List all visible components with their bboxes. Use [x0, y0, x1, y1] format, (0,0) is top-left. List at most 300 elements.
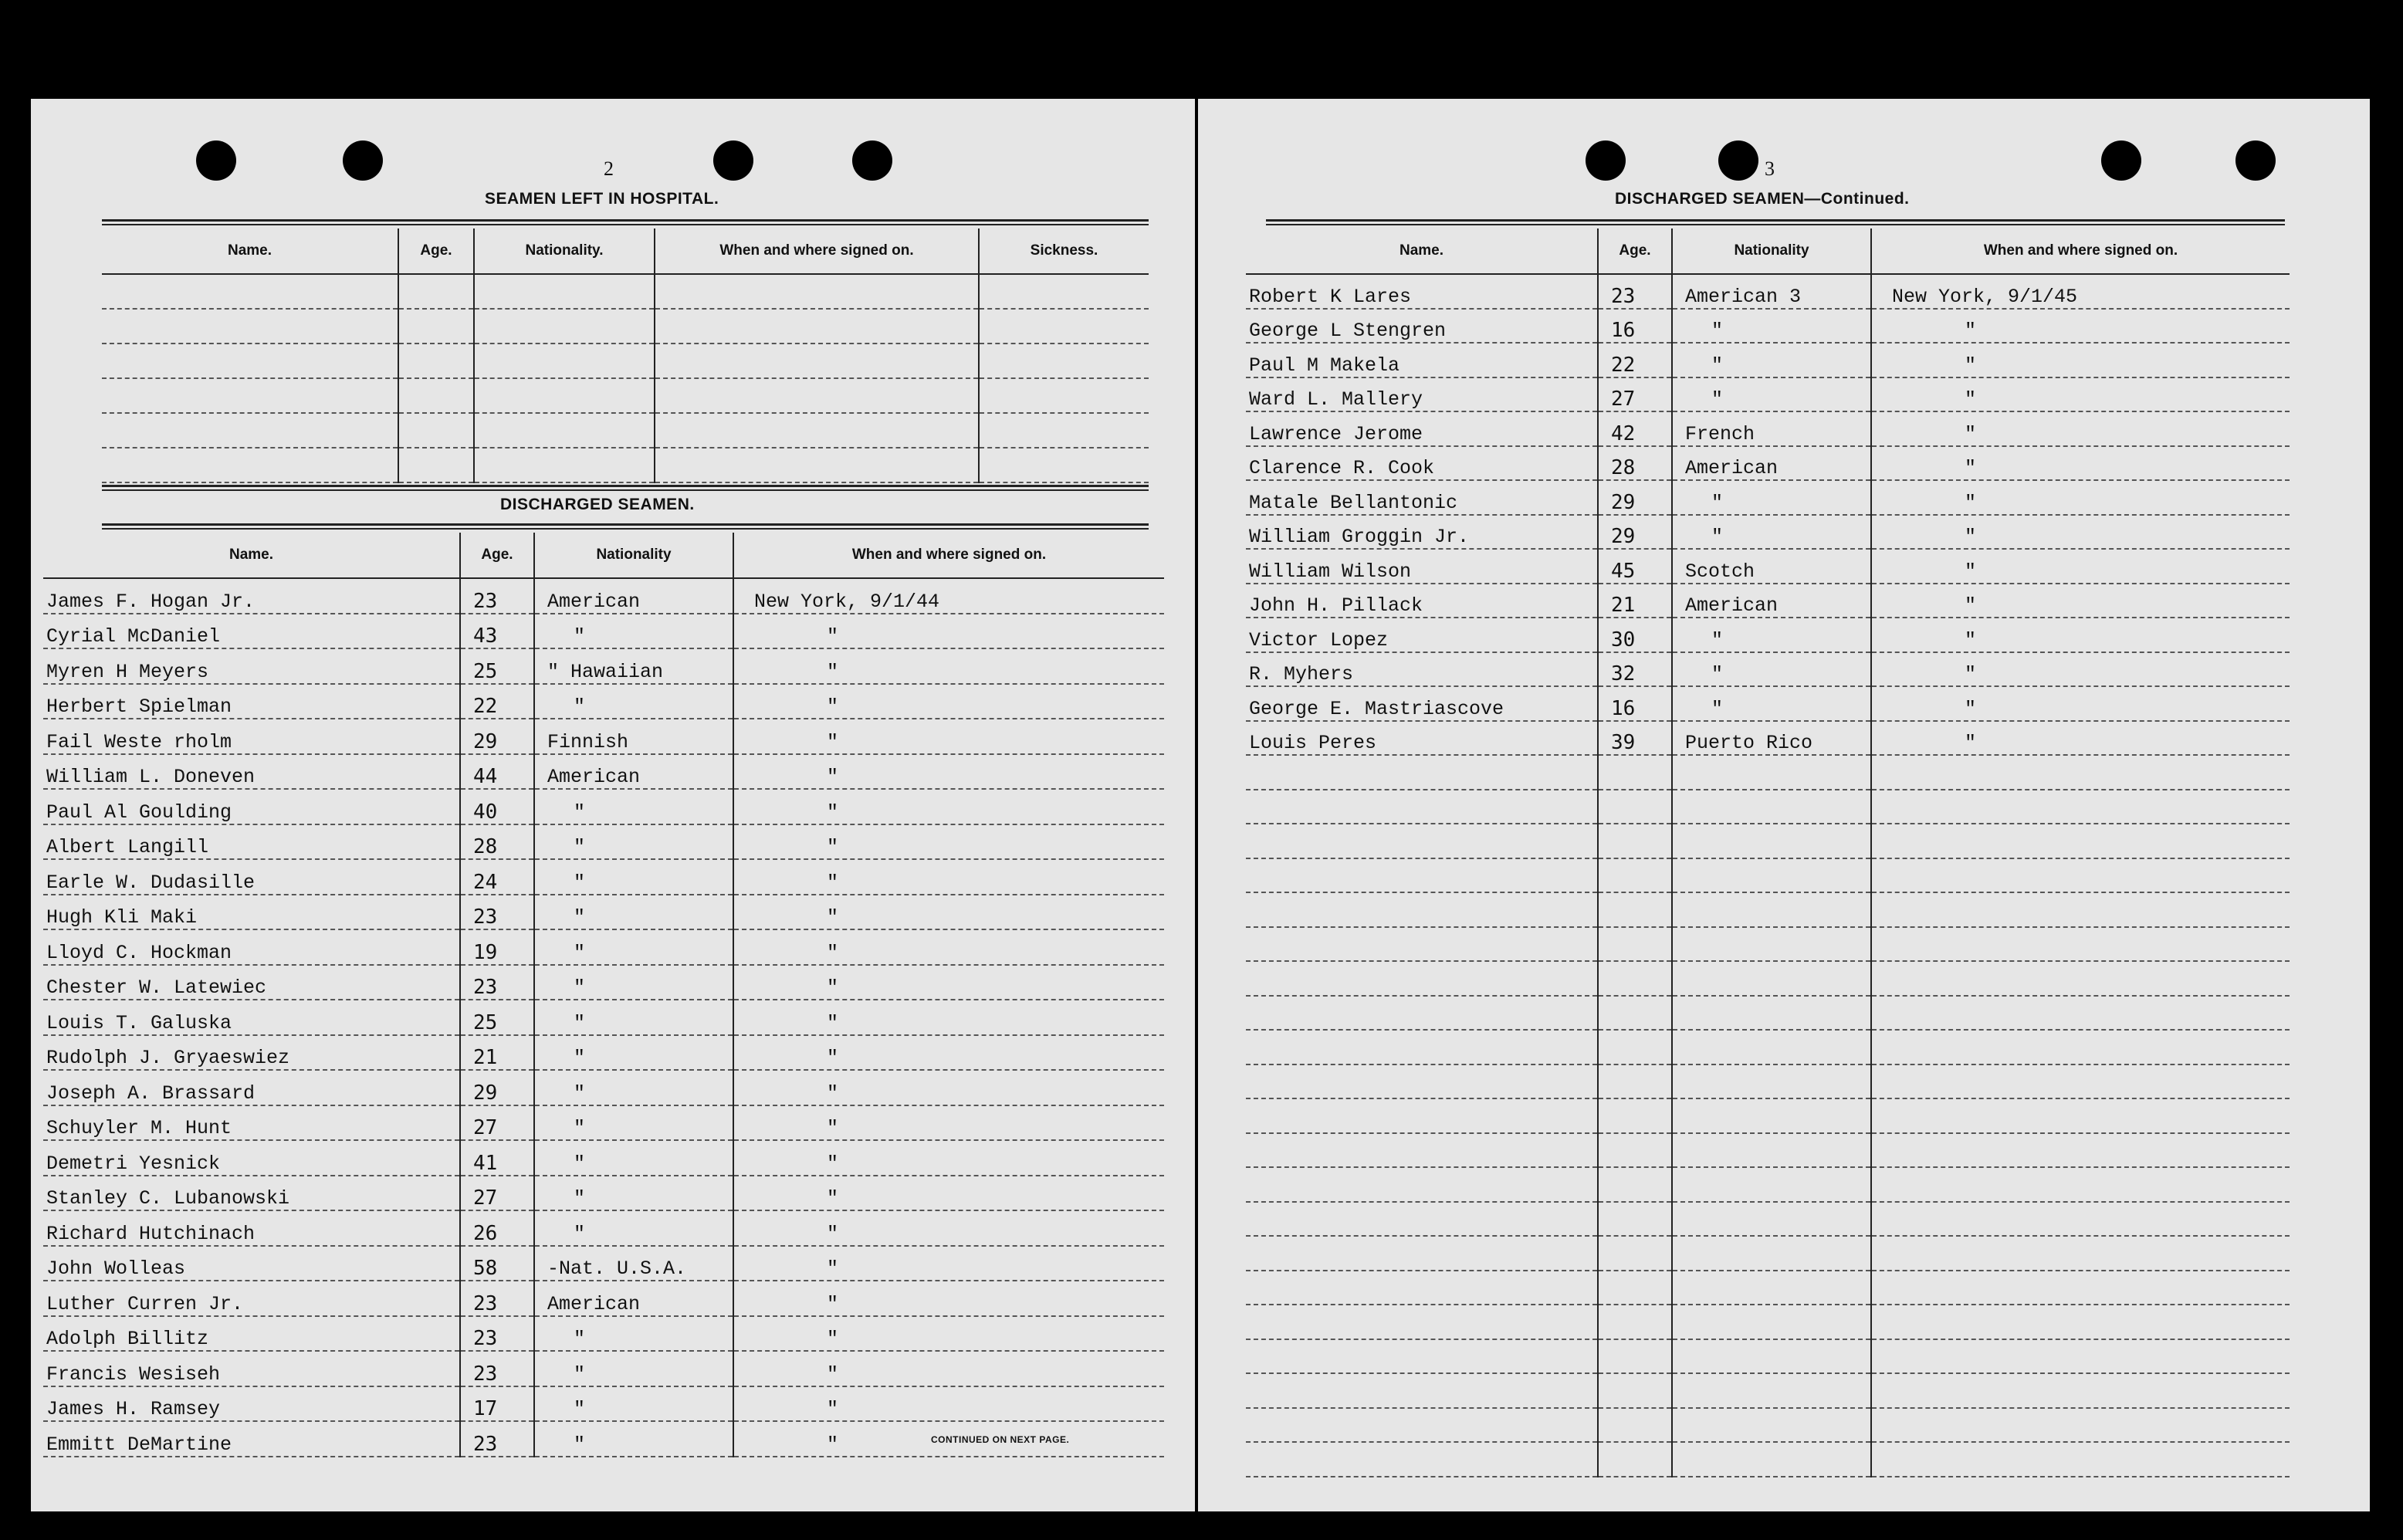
table-row [1246, 377, 2290, 412]
cell-nationality [1672, 1064, 1871, 1099]
punch-hole [2101, 140, 2141, 181]
cell-age: 28 [460, 824, 534, 860]
header-signed-on: When and where signed on. [733, 533, 1164, 578]
cell-nationality [1672, 1133, 1871, 1168]
cell-nationality: " [534, 614, 733, 649]
cell-age [1598, 892, 1672, 927]
punch-hole [2235, 140, 2276, 181]
cell-age: 23 [460, 965, 534, 1000]
cell-signed: " [1871, 652, 2290, 687]
cell-signed [1871, 1133, 2290, 1168]
table-row [1246, 343, 2290, 377]
cell-age [398, 448, 474, 482]
cell-signed: " [733, 754, 1164, 790]
cell-name: John H. Pillack [1246, 584, 1598, 618]
cell-signed: " [733, 1105, 1164, 1141]
cell-name: Lloyd C. Hockman [43, 929, 460, 965]
cell-age: 23 [460, 1421, 534, 1457]
cell-name: Albert Langill [43, 824, 460, 860]
header-age: Age. [460, 533, 534, 578]
blank-row [1246, 1305, 2290, 1339]
table-row [43, 1176, 1164, 1211]
cell-signed [1871, 790, 2290, 824]
cell-age [1598, 1305, 1672, 1339]
cell-age: 58 [460, 1246, 534, 1281]
cell-signed: " [733, 1316, 1164, 1352]
blank-row [1246, 1271, 2290, 1305]
cell-age: 25 [460, 1000, 534, 1035]
cell-signed [1871, 824, 2290, 858]
cell-nationality: " [534, 859, 733, 895]
cell-age: 22 [1598, 343, 1672, 377]
cell-nationality: " [534, 824, 733, 860]
cell-age: 23 [460, 895, 534, 930]
cell-age: 24 [460, 859, 534, 895]
table-row [1246, 411, 2290, 446]
cell-name [1246, 858, 1598, 893]
cell-nationality [1672, 1236, 1871, 1271]
cell-nationality [1672, 1442, 1871, 1477]
cell-age: 29 [1598, 480, 1672, 515]
cell-sickness [979, 344, 1149, 378]
blank-row [1246, 927, 2290, 962]
cell-name [102, 413, 398, 448]
cell-name: Rudolph J. Gryaeswiez [43, 1035, 460, 1071]
table-row [1246, 446, 2290, 481]
cell-age: 42 [1598, 411, 1672, 446]
cell-age [1598, 1064, 1672, 1099]
cell-nationality [1672, 892, 1871, 927]
cell-nationality [1672, 755, 1871, 790]
cell-name: Hugh Kli Maki [43, 895, 460, 930]
cell-age: 26 [460, 1210, 534, 1246]
cell-nationality: American [534, 578, 733, 614]
cell-nationality: American [1672, 584, 1871, 618]
cell-nationality [1672, 858, 1871, 893]
cell-signed: " [1871, 515, 2290, 550]
cell-age [1598, 858, 1672, 893]
cell-signed: " [1871, 309, 2290, 344]
cell-name [1246, 1133, 1598, 1168]
cell-signed [1871, 1271, 2290, 1305]
punch-hole [1586, 140, 1626, 181]
blank-row [1246, 1064, 2290, 1099]
cell-nationality [474, 274, 655, 309]
table-row [43, 684, 1164, 719]
table-row [1246, 274, 2290, 309]
blank-row [102, 274, 1149, 309]
cell-age [398, 378, 474, 413]
cell-age: 16 [1598, 686, 1672, 721]
cell-name: Richard Hutchinach [43, 1210, 460, 1246]
cell-nationality [1672, 1167, 1871, 1202]
cell-signed [655, 448, 979, 482]
cell-age [1598, 1373, 1672, 1408]
cell-age [1598, 1030, 1672, 1064]
cell-signed [1871, 858, 2290, 893]
cell-signed: " [1871, 549, 2290, 584]
cell-signed: " [733, 965, 1164, 1000]
cell-age: 27 [460, 1176, 534, 1211]
cell-nationality: American [534, 1281, 733, 1316]
cell-name [1246, 790, 1598, 824]
cell-age: 30 [1598, 618, 1672, 652]
cell-signed: " [733, 1386, 1164, 1422]
cell-name: Lawrence Jerome [1246, 411, 1598, 446]
cell-age: 25 [460, 648, 534, 684]
discharged-section-title: DISCHARGED SEAMEN. [500, 496, 695, 513]
double-rule [102, 523, 1149, 530]
blank-row [102, 413, 1149, 448]
blank-row [1246, 1373, 2290, 1408]
cell-nationality: " [1672, 618, 1871, 652]
cell-signed: " [1871, 343, 2290, 377]
table-row [43, 1070, 1164, 1105]
cell-age [1598, 755, 1672, 790]
cell-signed: " [733, 1140, 1164, 1176]
table-row [1246, 584, 2290, 618]
cell-age [1598, 1408, 1672, 1443]
cell-name [102, 309, 398, 344]
cell-age [1598, 927, 1672, 962]
cell-nationality: " [1672, 652, 1871, 687]
cell-signed: " [733, 1070, 1164, 1105]
cell-name [1246, 961, 1598, 996]
table-row [43, 1281, 1164, 1316]
cell-signed [1871, 1236, 2290, 1271]
cell-signed: " [733, 1035, 1164, 1071]
cell-age: 27 [1598, 377, 1672, 412]
table-row [43, 578, 1164, 614]
cell-nationality: American [1672, 446, 1871, 481]
cell-nationality: -Nat. U.S.A. [534, 1246, 733, 1281]
cell-signed: " [733, 1000, 1164, 1035]
table-row [1246, 515, 2290, 550]
cell-nationality [1672, 1339, 1871, 1374]
cell-name: Ward L. Mallery [1246, 377, 1598, 412]
cell-signed [1871, 1098, 2290, 1133]
cell-nationality: " [534, 1210, 733, 1246]
continued-note: CONTINUED ON NEXT PAGE. [931, 1434, 1070, 1445]
cell-name: Paul M Makela [1246, 343, 1598, 377]
cell-signed: " [733, 895, 1164, 930]
cell-nationality [1672, 927, 1871, 962]
cell-name: James F. Hogan Jr. [43, 578, 460, 614]
cell-signed [1871, 996, 2290, 1031]
cell-name [1246, 927, 1598, 962]
blank-row [102, 378, 1149, 413]
table-row [43, 719, 1164, 754]
cell-nationality [1672, 1271, 1871, 1305]
cell-age: 22 [460, 684, 534, 719]
cell-nationality: " [534, 1316, 733, 1352]
cell-age: 16 [1598, 309, 1672, 344]
cell-name [1246, 1202, 1598, 1237]
cell-signed [1871, 1202, 2290, 1237]
cell-nationality: " [1672, 343, 1871, 377]
cell-nationality: " Hawaiian [534, 648, 733, 684]
table-row [43, 929, 1164, 965]
cell-age: 17 [460, 1386, 534, 1422]
cell-nationality: " [534, 1386, 733, 1422]
cell-name: Victor Lopez [1246, 618, 1598, 652]
cell-age [1598, 996, 1672, 1031]
cell-age: 23 [460, 1281, 534, 1316]
blank-row [1246, 1202, 2290, 1237]
cell-nationality [1672, 824, 1871, 858]
cell-age [1598, 1098, 1672, 1133]
cell-name [1246, 1064, 1598, 1099]
header-signed-on: When and where signed on. [1871, 228, 2290, 274]
cell-nationality: " [1672, 515, 1871, 550]
cell-nationality [474, 378, 655, 413]
header-nationality: Nationality [1672, 228, 1871, 274]
punch-hole [713, 140, 753, 181]
cell-signed: " [733, 719, 1164, 754]
blank-row [102, 448, 1149, 482]
cell-signed: " [733, 614, 1164, 649]
cell-nationality [1672, 1373, 1871, 1408]
double-rule [102, 485, 1149, 491]
double-rule [1266, 219, 2285, 225]
cell-signed: " [733, 1210, 1164, 1246]
cell-nationality: " [534, 929, 733, 965]
cell-age: 23 [460, 578, 534, 614]
table-row [1246, 686, 2290, 721]
cell-name: Louis T. Galuska [43, 1000, 460, 1035]
table-row [43, 1386, 1164, 1422]
cell-nationality: " [534, 1070, 733, 1105]
cell-age: 40 [460, 789, 534, 824]
cell-signed: " [1871, 411, 2290, 446]
cell-signed [1871, 1442, 2290, 1477]
cell-signed [1871, 1167, 2290, 1202]
cell-nationality: American [534, 754, 733, 790]
cell-signed [1871, 927, 2290, 962]
cell-age: 21 [460, 1035, 534, 1071]
cell-nationality: " [534, 1351, 733, 1386]
header-nationality: Nationality [534, 533, 733, 578]
blank-row [1246, 858, 2290, 893]
table-row [1246, 549, 2290, 584]
blank-row [1246, 961, 2290, 996]
cell-nationality [474, 413, 655, 448]
cell-name: Adolph Billitz [43, 1316, 460, 1352]
cell-name [1246, 1408, 1598, 1443]
cell-name [102, 344, 398, 378]
cell-name: R. Myhers [1246, 652, 1598, 687]
cell-name [1246, 1305, 1598, 1339]
cell-name: William Groggin Jr. [1246, 515, 1598, 550]
punch-hole [343, 140, 383, 181]
cell-name: Myren H Meyers [43, 648, 460, 684]
cell-nationality: " [534, 1140, 733, 1176]
cell-signed: " [1871, 686, 2290, 721]
cell-signed: New York, 9/1/45 [1871, 274, 2290, 309]
cell-nationality: " [534, 789, 733, 824]
cell-age [398, 274, 474, 309]
cell-nationality: " [1672, 377, 1871, 412]
cell-name: Matale Bellantonic [1246, 480, 1598, 515]
cell-nationality: Scotch [1672, 549, 1871, 584]
cell-signed [1871, 755, 2290, 790]
cell-signed: " [1871, 446, 2290, 481]
cell-name: Louis Peres [1246, 721, 1598, 756]
table-row [43, 648, 1164, 684]
cell-age [1598, 1339, 1672, 1374]
blank-row [1246, 1408, 2290, 1443]
cell-age: 39 [1598, 721, 1672, 756]
cell-age [398, 344, 474, 378]
cell-name: Francis Wesiseh [43, 1351, 460, 1386]
table-row [43, 1210, 1164, 1246]
cell-name: Clarence R. Cook [1246, 446, 1598, 481]
header-age: Age. [1598, 228, 1672, 274]
cell-nationality [1672, 1408, 1871, 1443]
cell-signed: " [733, 929, 1164, 965]
cell-age [398, 413, 474, 448]
cell-name [1246, 1373, 1598, 1408]
cell-name [1246, 755, 1598, 790]
cell-nationality: " [1672, 480, 1871, 515]
cell-age: 21 [1598, 584, 1672, 618]
cell-name [1246, 1271, 1598, 1305]
cell-age [1598, 824, 1672, 858]
header-name: Name. [1246, 228, 1598, 274]
cell-signed: " [733, 789, 1164, 824]
cell-name: George L Stengren [1246, 309, 1598, 344]
cell-nationality: " [534, 684, 733, 719]
cell-age: 28 [1598, 446, 1672, 481]
cell-name: Stanley C. Lubanowski [43, 1176, 460, 1211]
cell-name: Paul Al Goulding [43, 789, 460, 824]
cell-signed [1871, 1064, 2290, 1099]
cell-name [1246, 824, 1598, 858]
blank-row [1246, 824, 2290, 858]
cell-signed: " [733, 824, 1164, 860]
cell-name: Demetri Yesnick [43, 1140, 460, 1176]
cell-name: Schuyler M. Hunt [43, 1105, 460, 1141]
cell-nationality [1672, 1202, 1871, 1237]
cell-signed: " [733, 648, 1164, 684]
cell-nationality [1672, 996, 1871, 1031]
cell-name [102, 378, 398, 413]
table-row [43, 1000, 1164, 1035]
cell-signed: " [1871, 377, 2290, 412]
cell-name [1246, 1030, 1598, 1064]
header-nationality: Nationality. [474, 228, 655, 274]
cell-name: George E. Mastriascove [1246, 686, 1598, 721]
table-row [43, 859, 1164, 895]
cell-signed [1871, 1305, 2290, 1339]
table-row [1246, 480, 2290, 515]
cell-age: 23 [1598, 274, 1672, 309]
cell-signed [1871, 1408, 2290, 1443]
cell-name: Fail Weste rholm [43, 719, 460, 754]
hospital-section-title: SEAMEN LEFT IN HOSPITAL. [485, 190, 719, 208]
cell-nationality [474, 448, 655, 482]
cell-signed: " [733, 1281, 1164, 1316]
cell-age: 29 [1598, 515, 1672, 550]
cell-age: 32 [1598, 652, 1672, 687]
cell-nationality: " [534, 1421, 733, 1457]
cell-name: John Wolleas [43, 1246, 460, 1281]
cell-signed [655, 309, 979, 344]
cell-name [1246, 1098, 1598, 1133]
cell-name: James H. Ramsey [43, 1386, 460, 1422]
right-page [1198, 99, 2370, 1511]
table-row [43, 895, 1164, 930]
cell-sickness [979, 413, 1149, 448]
page-number: 3 [1765, 157, 1775, 180]
cell-age: 19 [460, 929, 534, 965]
punch-hole [1718, 140, 1758, 181]
table-row [43, 1316, 1164, 1352]
cell-signed: " [1871, 480, 2290, 515]
cell-signed: " [1871, 618, 2290, 652]
cell-signed: " [733, 1421, 1164, 1457]
cell-name [1246, 1339, 1598, 1374]
cell-name: Emmitt DeMartine [43, 1421, 460, 1457]
header-signed-on: When and where signed on. [655, 228, 979, 274]
cell-name [1246, 996, 1598, 1031]
cell-signed: " [1871, 721, 2290, 756]
cell-name [102, 274, 398, 309]
cell-name: William L. Doneven [43, 754, 460, 790]
blank-row [102, 309, 1149, 344]
cell-signed: " [733, 684, 1164, 719]
cell-signed: New York, 9/1/44 [733, 578, 1164, 614]
cell-nationality: " [1672, 309, 1871, 344]
cell-age: 45 [1598, 549, 1672, 584]
cell-nationality: " [534, 1105, 733, 1141]
double-rule [102, 219, 1149, 225]
table-row [43, 824, 1164, 860]
cell-nationality: " [1672, 686, 1871, 721]
cell-signed: " [1871, 584, 2290, 618]
table-row [43, 965, 1164, 1000]
blank-row [1246, 996, 2290, 1031]
hospital-table [102, 228, 1149, 483]
cell-age: 23 [460, 1351, 534, 1386]
table-row [1246, 721, 2290, 756]
cell-name: Joseph A. Brassard [43, 1070, 460, 1105]
cell-name [1246, 1442, 1598, 1477]
cell-age: 29 [460, 1070, 534, 1105]
cell-signed [1871, 1373, 2290, 1408]
blank-row [1246, 1236, 2290, 1271]
cell-signed [655, 344, 979, 378]
cell-nationality [1672, 961, 1871, 996]
cell-age: 23 [460, 1316, 534, 1352]
cell-sickness [979, 274, 1149, 309]
cell-name: Robert K Lares [1246, 274, 1598, 309]
blank-row [102, 344, 1149, 378]
cell-age: 29 [460, 719, 534, 754]
table-row [43, 754, 1164, 790]
blank-row [1246, 755, 2290, 790]
cell-sickness [979, 448, 1149, 482]
cell-name: Herbert Spielman [43, 684, 460, 719]
blank-row [1246, 1030, 2290, 1064]
cell-signed [1871, 1339, 2290, 1374]
cell-age: 43 [460, 614, 534, 649]
cell-signed [1871, 961, 2290, 996]
cell-nationality: French [1672, 411, 1871, 446]
cell-signed: " [733, 859, 1164, 895]
table-row [43, 1035, 1164, 1071]
cell-name [1246, 1236, 1598, 1271]
